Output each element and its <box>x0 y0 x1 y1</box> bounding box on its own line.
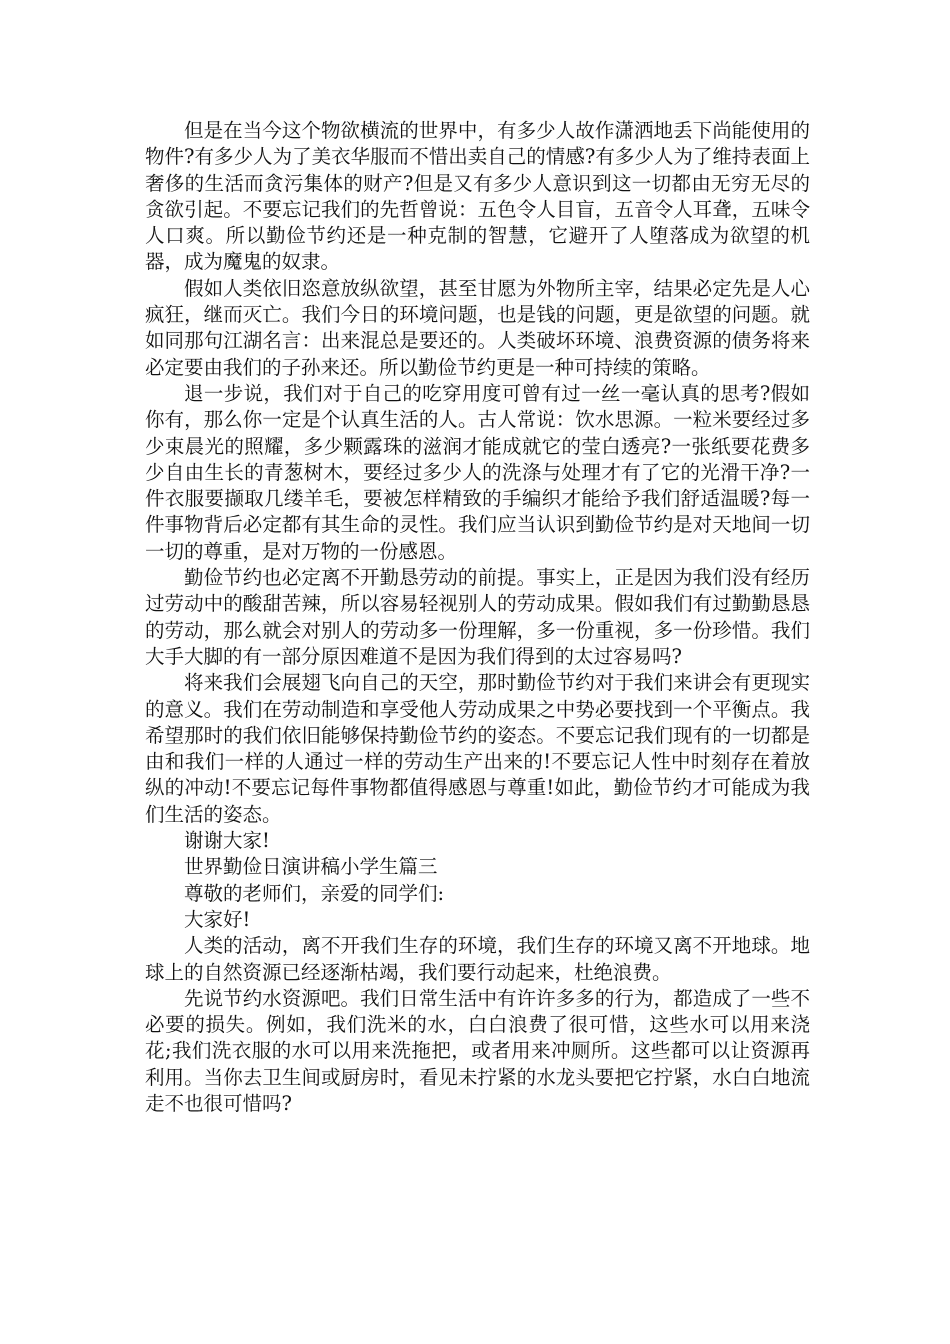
paragraph-water: 先说节约水资源吧。我们日常生活中有许许多多的行为，都造成了一些不必要的损失。例如，我们洗米的水，白白浪费了很可惜，这些水可以用来浇花;我们洗衣服的水可以用来洗拖把，或者用来冲厕所。这些都可以让资源再利用。当你去卫生间或厨房时，看见未拧紧的水龙头要把它拧紧，水白白地流走不也很可惜吗? <box>145 986 810 1115</box>
paragraph-desire: 但是在当今这个物欲横流的世界中，有多少人故作潇洒地丢下尚能使用的物件?有多少人为了美衣华服而不惜出卖自己的情感?有多少人为了维持表面上奢侈的生活而贪污集体的财产?但是又有多少人意识到这一切都由无穷无尽的贪欲引起。不要忘记我们的先哲曾说：五色令人目盲，五音令人耳聋，五味令人口爽。所以勤俭节约还是一种克制的智慧，它避开了人堕落成为欲望的机器，成为魔鬼的奴隶。 <box>145 119 810 274</box>
paragraph-environment: 人类的活动，离不开我们生存的环境，我们生存的环境又离不开地球。地球上的自然资源已经逐渐枯竭，我们要行动起来，杜绝浪费。 <box>145 934 810 984</box>
paragraph-labor: 勤俭节约也必定离不开勤恳劳动的前提。事实上，正是因为我们没有经历过劳动中的酸甜苦辣，所以容易轻视别人的劳动成果。假如我们有过勤勤恳恳的劳动，那么就会对别人的劳动多一份理解，多一份重视，多一份珍惜。我们大手大脚的有一部分原因难道不是因为我们得到的太过容易吗? <box>145 566 810 668</box>
paragraph-gratitude: 退一步说，我们对于自己的吃穿用度可曾有过一丝一毫认真的思考?假如你有，那么你一定是个认真生活的人。古人常说：饮水思源。一粒米要经过多少束晨光的照耀，多少颗露珠的滋润才能成就它的莹白透亮?一张纸要花费多少自由生长的青葱树木，要经过多少人的洗涤与处理才有了它的光滑干净?一件衣服要撷取几缕羊毛，要被怎样精致的手编织才能给予我们舒适温暖?每一件事物背后必定都有其生命的灵性。我们应当认识到勤俭节约是对天地间一切一切的尊重，是对万物的一份感恩。 <box>145 381 810 563</box>
paragraph-future: 将来我们会展翅飞向自己的天空，那时勤俭节约对于我们来讲会有更现实的意义。我们在劳动制造和享受他人劳动成果之中势必要找到一个平衡点。我希望那时的我们依旧能够保持勤俭节约的姿态。不要忘记我们现有的一切都是由和我们一样的人通过一样的劳动生产出来的!不要忘记人性中时刻存在着放纵的冲动!不要忘记每件事物都值得感恩与尊重!如此，勤俭节约才可能成为我们生活的姿态。 <box>145 671 810 826</box>
section-title: 世界勤俭日演讲稿小学生篇三 <box>184 855 438 879</box>
paragraph-sustainability: 假如人类依旧恣意放纵欲望，甚至甘愿为外物所主宰，结果必定先是人心疯狂，继而灭亡。我们今日的环境问题，也是钱的问题，更是欲望的问题。就如同那句江湖名言：出来混总是要还的。人类破坏环境、浪费资源的债务将来必定要由我们的子孙来还。所以勤俭节约更是一种可持续的策略。 <box>145 276 810 379</box>
closing-thanks: 谢谢大家! <box>184 829 270 853</box>
greeting: 大家好! <box>184 907 251 931</box>
document-page <box>145 118 810 1117</box>
salutation: 尊敬的老师们，亲爱的同学们: <box>184 881 445 905</box>
